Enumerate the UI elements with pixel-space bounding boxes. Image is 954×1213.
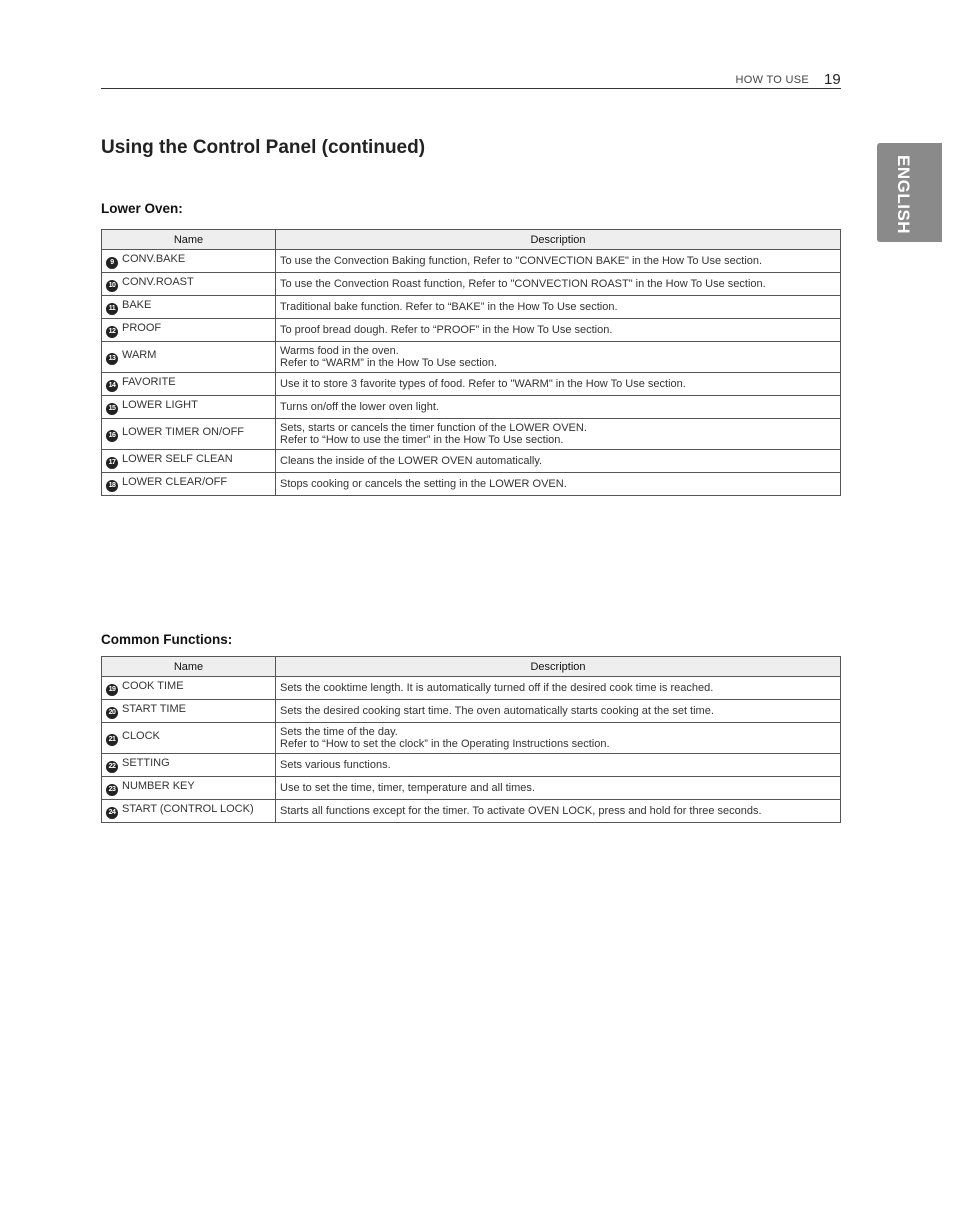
header-section-label: HOW TO USE (735, 74, 809, 86)
description-line: Warms food in the oven. (280, 344, 399, 357)
lower-oven-heading: Lower Oven: (101, 201, 183, 216)
description-cell (276, 419, 841, 450)
description-line: To use the Convection Baking function, Refer to "CONVECTION BAKE" in the How To Use section. (280, 254, 763, 267)
table-header-row (102, 657, 841, 677)
lower-oven-table-body (102, 250, 841, 496)
number-badge-icon: 20 (106, 707, 118, 719)
table-row (102, 754, 841, 777)
table-row (102, 677, 841, 700)
description-line: Sets the cooktime length. It is automatically turned off if the desired cook time is reached. (280, 681, 714, 694)
name-cell (102, 273, 276, 296)
common-functions-heading: Common Functions: (101, 632, 233, 647)
column-header-name: Name (102, 230, 276, 250)
table-row (102, 273, 841, 296)
table-row (102, 777, 841, 800)
description-line: Starts all functions except for the timer. To activate OVEN LOCK, press and hold for three seconds. (280, 804, 762, 817)
number-badge-icon: 23 (106, 784, 118, 796)
function-name: LOWER TIMER ON/OFF (122, 426, 245, 438)
function-name: FAVORITE (122, 376, 176, 388)
number-badge-icon: 19 (106, 684, 118, 696)
header-divider (101, 88, 841, 89)
number-badge-icon: 10 (106, 280, 118, 292)
description-cell (276, 342, 841, 373)
description-cell (276, 473, 841, 496)
table-row (102, 700, 841, 723)
description-cell (276, 800, 841, 823)
description-line: Refer to “How to set the clock” in the Operating Instructions section. (280, 738, 610, 750)
name-cell (102, 723, 276, 754)
number-badge-icon: 22 (106, 761, 118, 773)
name-cell (102, 373, 276, 396)
function-name: START (CONTROL LOCK) (122, 803, 254, 815)
lower-oven-table (101, 229, 841, 496)
language-tab-label: ENGLISH (894, 155, 913, 235)
table-row (102, 419, 841, 450)
description-line: Sets, starts or cancels the timer function of the LOWER OVEN. (280, 421, 587, 434)
function-name: WARM (122, 349, 157, 361)
description-line: Sets the time of the day. (280, 725, 398, 738)
description-line: Refer to “How to use the timer” in the How To Use section. (280, 434, 564, 446)
table-row (102, 800, 841, 823)
table-row (102, 296, 841, 319)
description-cell (276, 723, 841, 754)
name-cell (102, 800, 276, 823)
function-name: NUMBER KEY (122, 780, 195, 792)
description-cell (276, 754, 841, 777)
description-cell (276, 373, 841, 396)
function-name: BAKE (122, 299, 152, 311)
number-badge-icon: 13 (106, 353, 118, 365)
column-header-description: Description (276, 230, 841, 250)
number-badge-icon: 24 (106, 807, 118, 819)
description-line: Cleans the inside of the LOWER OVEN automatically. (280, 454, 543, 467)
name-cell (102, 342, 276, 373)
description-cell (276, 396, 841, 419)
number-badge-icon: 16 (106, 430, 118, 442)
name-cell (102, 396, 276, 419)
number-badge-icon: 18 (106, 480, 118, 492)
function-name: PROOF (122, 322, 162, 334)
function-name: CONV.BAKE (122, 253, 186, 265)
name-cell (102, 700, 276, 723)
number-badge-icon: 11 (106, 303, 118, 315)
description-line: To use the Convection Roast function, Refer to "CONVECTION ROAST" in the How To Use section. (280, 277, 766, 290)
description-line: Stops cooking or cancels the setting in the LOWER OVEN. (280, 477, 567, 490)
name-cell (102, 296, 276, 319)
number-badge-icon: 21 (106, 734, 118, 746)
description-line: Sets various functions. (280, 758, 391, 771)
table-header-row (102, 230, 841, 250)
number-badge-icon: 17 (106, 457, 118, 469)
description-cell (276, 319, 841, 342)
description-cell (276, 677, 841, 700)
description-cell (276, 700, 841, 723)
number-badge-icon: 12 (106, 326, 118, 338)
function-name: CLOCK (122, 730, 160, 742)
table-row (102, 250, 841, 273)
common-functions-table-body (102, 677, 841, 823)
function-name: LOWER CLEAR/OFF (122, 476, 228, 488)
table-row (102, 342, 841, 373)
table-row (102, 396, 841, 419)
description-line: Refer to “WARM” in the How To Use section. (280, 357, 498, 369)
description-cell (276, 273, 841, 296)
description-line: Turns on/off the lower oven light. (280, 400, 439, 413)
function-name: SETTING (122, 757, 170, 769)
description-cell (276, 450, 841, 473)
table-row (102, 450, 841, 473)
description-line: To proof bread dough. Refer to “PROOF” in the How To Use section. (280, 323, 613, 336)
description-line: Use to set the time, timer, temperature and all times. (280, 781, 535, 794)
description-line: Use it to store 3 favorite types of food. Refer to "WARM" in the How To Use section. (280, 377, 686, 390)
description-cell (276, 250, 841, 273)
description-line: Traditional bake function. Refer to “BAKE” in the How To Use section. (280, 300, 618, 313)
name-cell (102, 450, 276, 473)
function-name: CONV.ROAST (122, 276, 194, 288)
table-row (102, 319, 841, 342)
name-cell (102, 754, 276, 777)
common-functions-table (101, 656, 841, 823)
column-header-description: Description (276, 657, 841, 677)
function-name: LOWER LIGHT (122, 399, 198, 411)
number-badge-icon: 14 (106, 380, 118, 392)
number-badge-icon: 15 (106, 403, 118, 415)
description-cell (276, 296, 841, 319)
page-title: Using the Control Panel (continued) (101, 137, 426, 158)
name-cell (102, 473, 276, 496)
number-badge-icon: 9 (106, 257, 118, 269)
description-line: Sets the desired cooking start time. The oven automatically starts cooking at the set time. (280, 704, 714, 717)
description-cell (276, 777, 841, 800)
table-row (102, 723, 841, 754)
function-name: START TIME (122, 703, 186, 715)
page-number: 19 (824, 71, 841, 88)
name-cell (102, 319, 276, 342)
table-row (102, 473, 841, 496)
language-tab (877, 143, 942, 242)
name-cell (102, 777, 276, 800)
function-name: LOWER SELF CLEAN (122, 453, 233, 465)
name-cell (102, 677, 276, 700)
name-cell (102, 250, 276, 273)
table-row (102, 373, 841, 396)
function-name: COOK TIME (122, 680, 184, 692)
column-header-name: Name (102, 657, 276, 677)
name-cell (102, 419, 276, 450)
